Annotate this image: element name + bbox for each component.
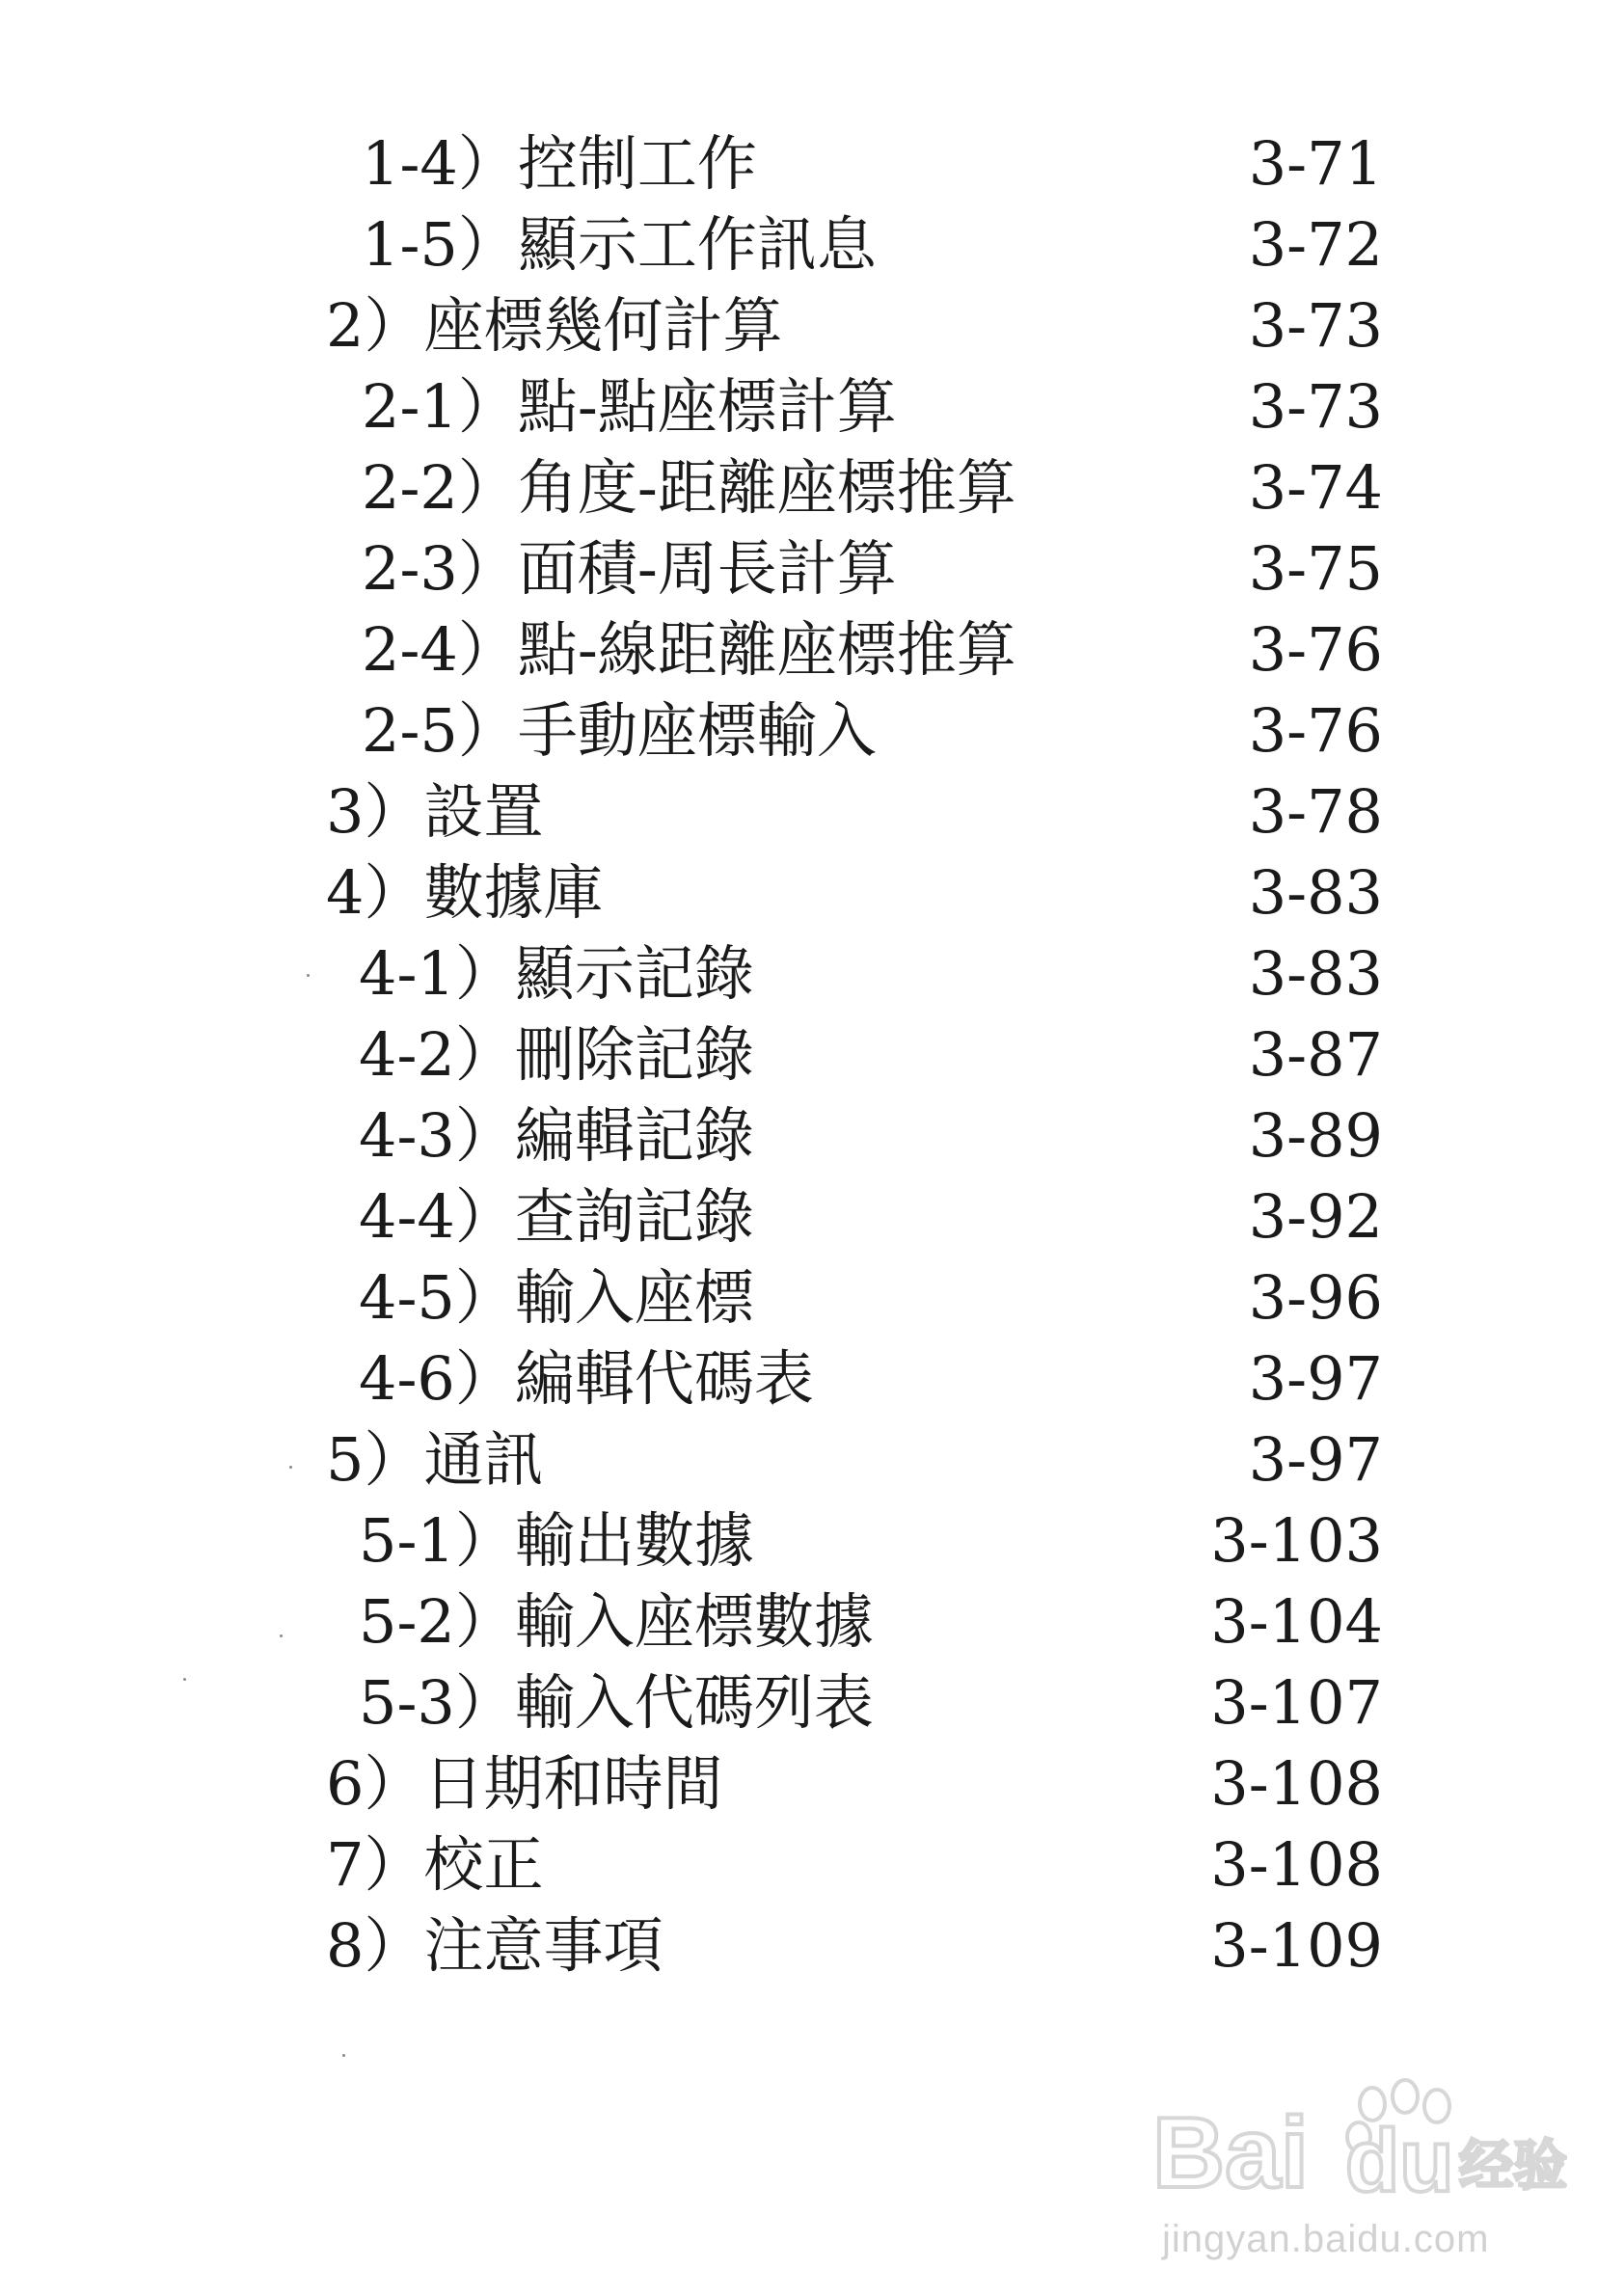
toc-entry (0, 1824, 1624, 1905)
toc-entry-label: 1-5）顯示工作訊息 (362, 209, 877, 280)
toc-entry (0, 366, 1624, 447)
toc-entry-label: 5）通訊 (326, 1424, 544, 1495)
toc-entry (0, 204, 1624, 285)
scan-speck (342, 2054, 345, 2057)
toc-entry-label: 1-4）控制工作 (362, 128, 757, 199)
toc-entry-page: 3-96 (1248, 1262, 1383, 1333)
toc-entry (0, 1581, 1624, 1662)
toc-entry (0, 447, 1624, 528)
toc-entry-page: 3-73 (1248, 371, 1383, 442)
toc-entry (0, 1257, 1624, 1338)
toc-entry (0, 1095, 1624, 1176)
toc-entry-page: 3-109 (1210, 1910, 1383, 1981)
toc-entry-label: 5-2）輸入座標數據 (359, 1586, 874, 1657)
toc-entry (0, 1500, 1624, 1581)
toc-entry-label: 7）校正 (326, 1829, 544, 1900)
toc-entry (0, 852, 1624, 933)
toc-entry-page: 3-83 (1248, 938, 1383, 1009)
toc-entry-label: 2-4）點-線距離座標推算 (362, 614, 1016, 685)
toc-entry-label: 3）設置 (326, 776, 544, 847)
toc-entry-page: 3-78 (1248, 776, 1383, 847)
scan-speck (280, 1634, 283, 1637)
toc-entry (0, 1905, 1624, 1986)
toc-entry (0, 1419, 1624, 1500)
toc-entry-page: 3-74 (1248, 452, 1383, 523)
toc-entry (0, 528, 1624, 609)
toc-entry (0, 1338, 1624, 1419)
toc-entry-label: 4-4）查詢記錄 (359, 1181, 754, 1252)
toc-entry (0, 1176, 1624, 1257)
toc-entry (0, 1743, 1624, 1824)
toc-entry-page: 3-72 (1248, 209, 1383, 280)
toc-entry-page: 3-97 (1248, 1343, 1383, 1414)
toc-entry (0, 609, 1624, 690)
toc-entry (0, 285, 1624, 366)
toc-entry-label: 4-5）輸入座標 (359, 1262, 754, 1333)
scan-speck (307, 974, 310, 977)
toc-entry-page: 3-108 (1210, 1829, 1383, 1900)
svg-text:Bai: Bai (1152, 2097, 1309, 2209)
toc-entry-label: 8）注意事項 (326, 1910, 663, 1981)
toc-entry-page: 3-103 (1210, 1505, 1383, 1576)
toc-entry (0, 690, 1624, 771)
toc-entry-label: 4）數據庫 (326, 857, 604, 928)
toc-entry-page: 3-76 (1248, 614, 1383, 685)
toc-entry-label: 5-1）輸出數據 (359, 1505, 754, 1576)
toc-entry-label: 2-2）角度-距離座標推算 (362, 452, 1016, 523)
toc-entry-page: 3-73 (1248, 290, 1383, 361)
toc-entry (0, 933, 1624, 1014)
toc-entry-page: 3-92 (1248, 1181, 1383, 1252)
toc-entry-label: 2-3）面積-周長計算 (362, 533, 897, 604)
toc-entry-label: 2-1）點-點座標計算 (362, 371, 897, 442)
baidu-watermark (1152, 2073, 1567, 2276)
toc-entry (0, 1662, 1624, 1743)
toc-entry-label: 5-3）輸入代碼列表 (359, 1667, 874, 1738)
toc-entry-label: 4-2）刪除記錄 (359, 1019, 754, 1090)
toc-entry-page: 3-76 (1248, 695, 1383, 766)
toc-entry-page: 3-71 (1248, 128, 1383, 199)
toc-entry (0, 1014, 1624, 1095)
toc-entry-page: 3-104 (1210, 1586, 1383, 1657)
toc-entry (0, 123, 1624, 204)
toc-entry-page: 3-97 (1248, 1424, 1383, 1495)
toc-entry-label: 2）座標幾何計算 (326, 290, 783, 361)
toc-entry-label: 4-6）編輯代碼表 (359, 1343, 814, 1414)
svg-text:经验: 经验 (1459, 2135, 1567, 2198)
watermark-url: jingyan.baidu.com (1162, 2218, 1490, 2260)
toc-entry-label: 4-3）編輯記錄 (359, 1100, 754, 1171)
toc-entry-page: 3-108 (1210, 1748, 1383, 1819)
scan-speck (183, 1678, 186, 1681)
toc-entry-page: 3-75 (1248, 533, 1383, 604)
toc-entry-page: 3-83 (1248, 857, 1383, 928)
svg-text:du: du (1345, 2112, 1454, 2210)
toc-entry-page: 3-107 (1210, 1667, 1383, 1738)
toc-entry (0, 771, 1624, 852)
baidu-jingyan-logo (1152, 2073, 1567, 2218)
toc-entry-label: 2-5）手動座標輸入 (362, 695, 877, 766)
toc-entry-page: 3-87 (1248, 1019, 1383, 1090)
scan-speck (289, 1466, 292, 1469)
toc-entry-page: 3-89 (1248, 1100, 1383, 1171)
toc-entry-label: 6）日期和時間 (326, 1748, 723, 1819)
toc-entry-label: 4-1）顯示記錄 (359, 938, 754, 1009)
